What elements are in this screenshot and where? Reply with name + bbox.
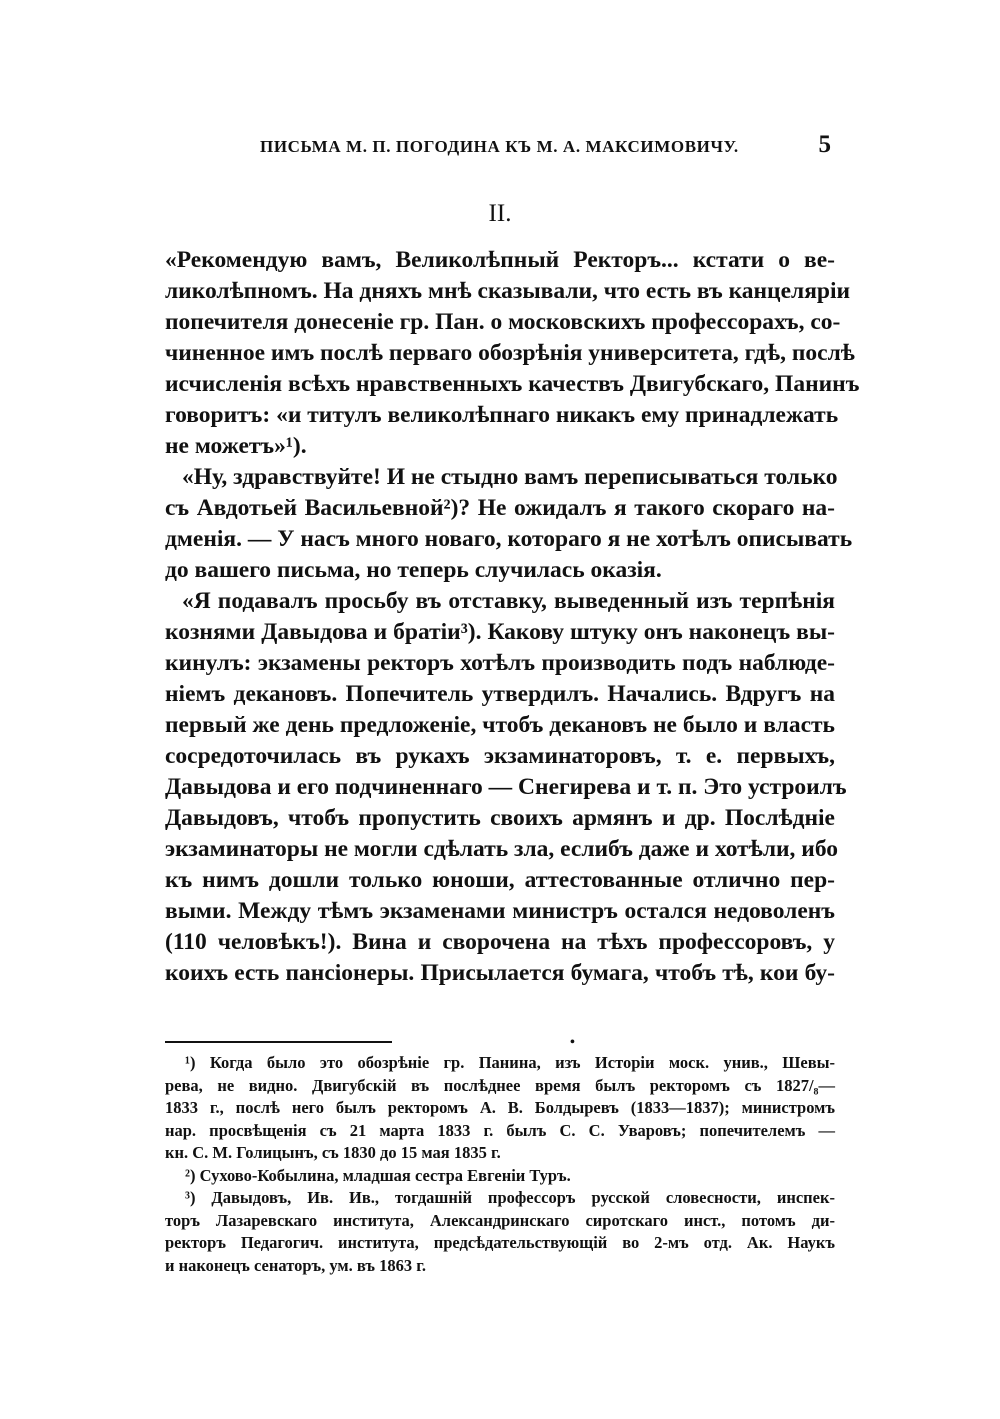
body-line: дменія. — У насъ много новаго, котораго я не хотѣлъ описывать: [165, 526, 853, 552]
page-number: 5: [818, 131, 831, 158]
footnote-line: рева, не видно. Двигубскій въ послѣднее время былъ ректоромъ съ 1827/₈—: [165, 1075, 835, 1095]
body-line: съ Авдотьей Васильевной²)? Не ожидалъ я такого скораго на-: [165, 495, 835, 521]
footnotes: [165, 1052, 835, 1277]
footnote-line: торъ Лазаревскаго института, Александринскаго сиротскаго инст., потомъ ди-: [165, 1210, 835, 1230]
footnote-line: ¹) Когда было это обозрѣніе гр. Панина, изъ Исторіи моск. унив., Шевы-: [185, 1053, 835, 1072]
body-line: ликолѣпномъ. На дняхъ мнѣ сказывали, что есть въ канцеляріи: [165, 278, 851, 304]
body-line: кинулъ: экзамены ректоръ хотѣлъ производить подъ наблюде-: [165, 650, 835, 676]
footnote-line: ректоръ Педагогич. института, предсѣдательствующій во 2-мъ отд. Ак. Наукъ: [165, 1233, 835, 1252]
running-title: ПИСЬМА М. П. ПОГОДИНА КЪ М. А. МАКСИМОВИЧУ.: [260, 137, 739, 156]
body-line: (110 человѣкъ!). Вина и сворочена на тѣхъ профессоровъ, у: [165, 929, 835, 955]
body-line: коихъ есть пансіонеры. Присылается бумага, чтобъ тѣ, кои бу-: [165, 960, 835, 986]
body-line: до вашего письма, но теперь случилась оказія.: [165, 557, 662, 583]
body-line: Давыдова и его подчиненнаго — Снегирева и т. п. Это устроилъ: [165, 774, 847, 800]
footnote-line: и наконецъ сенаторъ, ум. въ 1863 г.: [165, 1255, 427, 1275]
footnote-line: ³) Давыдовъ, Ив. Ив., тогдашній профессоръ русской словесности, инспек-: [185, 1188, 835, 1207]
body-line: выми. Между тѣмъ экзаменами министръ остался недоволенъ: [165, 898, 835, 924]
section-number: II.: [488, 200, 512, 227]
body-line: чиненное имъ послѣ перваго обозрѣнія университета, гдѣ, послѣ: [165, 340, 855, 366]
running-head: [165, 133, 835, 163]
footnote-line: кн. С. М. Голицынъ, съ 1830 до 15 мая 1835 г.: [165, 1143, 501, 1162]
body-line: экзаминаторы не могли сдѣлать зла, еслибъ даже и хотѣли, ибо: [165, 836, 839, 862]
body-line: къ нимъ дошли только юноши, аттестованные отлично пер-: [165, 867, 835, 893]
body-line: «Я подавалъ просьбу въ отставку, выведенный изъ терпѣнія: [182, 588, 835, 614]
footnote-line: 1833 г., послѣ него былъ ректоромъ А. В. Болдыревъ (1833—1837); министромъ: [165, 1098, 835, 1117]
body-line: «Рекомендую вамъ, Великолѣпный Ректоръ... кстати о ве-: [165, 247, 835, 273]
footnote-line: нар. просвѣщенія съ 21 марта 1833 г. былъ С. С. Уваровъ; попечителемъ —: [165, 1120, 835, 1140]
footnote-divider: [165, 1041, 392, 1043]
footnote-line: ²) Сухово-Кобылина, младшая сестра Евгеніи Туръ.: [185, 1165, 571, 1185]
body-line: говоритъ: «и титулъ великолѣпнаго никакъ ему принадлежать: [165, 402, 839, 428]
body-line: сосредоточилась въ рукахъ экзаминаторовъ, т. е. первыхъ,: [165, 743, 835, 769]
body-line: не можетъ»¹).: [165, 433, 307, 459]
body-line: исчисленія всѣхъ нравственныхъ качествъ Двигубскаго, Панинъ: [165, 371, 860, 397]
body-text: [165, 245, 860, 989]
body-line: «Ну, здравствуйте! И не стыдно вамъ переписываться только: [182, 464, 838, 490]
body-line: первый же день предложеніе, чтобъ декановъ не было и власть: [165, 712, 835, 738]
body-line: попечителя донесеніе гр. Пан. о московскихъ профессорахъ, со-: [165, 309, 841, 335]
body-line: Давыдовъ, чтобъ пропустить своихъ армянъ и др. Послѣдніе: [165, 805, 835, 831]
body-line: кознями Давыдова и братіи³). Какову штуку онъ наконецъ вы-: [165, 619, 835, 645]
footnote-dot: •: [570, 1035, 575, 1050]
body-line: ніемъ декановъ. Попечитель утвердилъ. Начались. Вдругъ на: [165, 681, 835, 707]
